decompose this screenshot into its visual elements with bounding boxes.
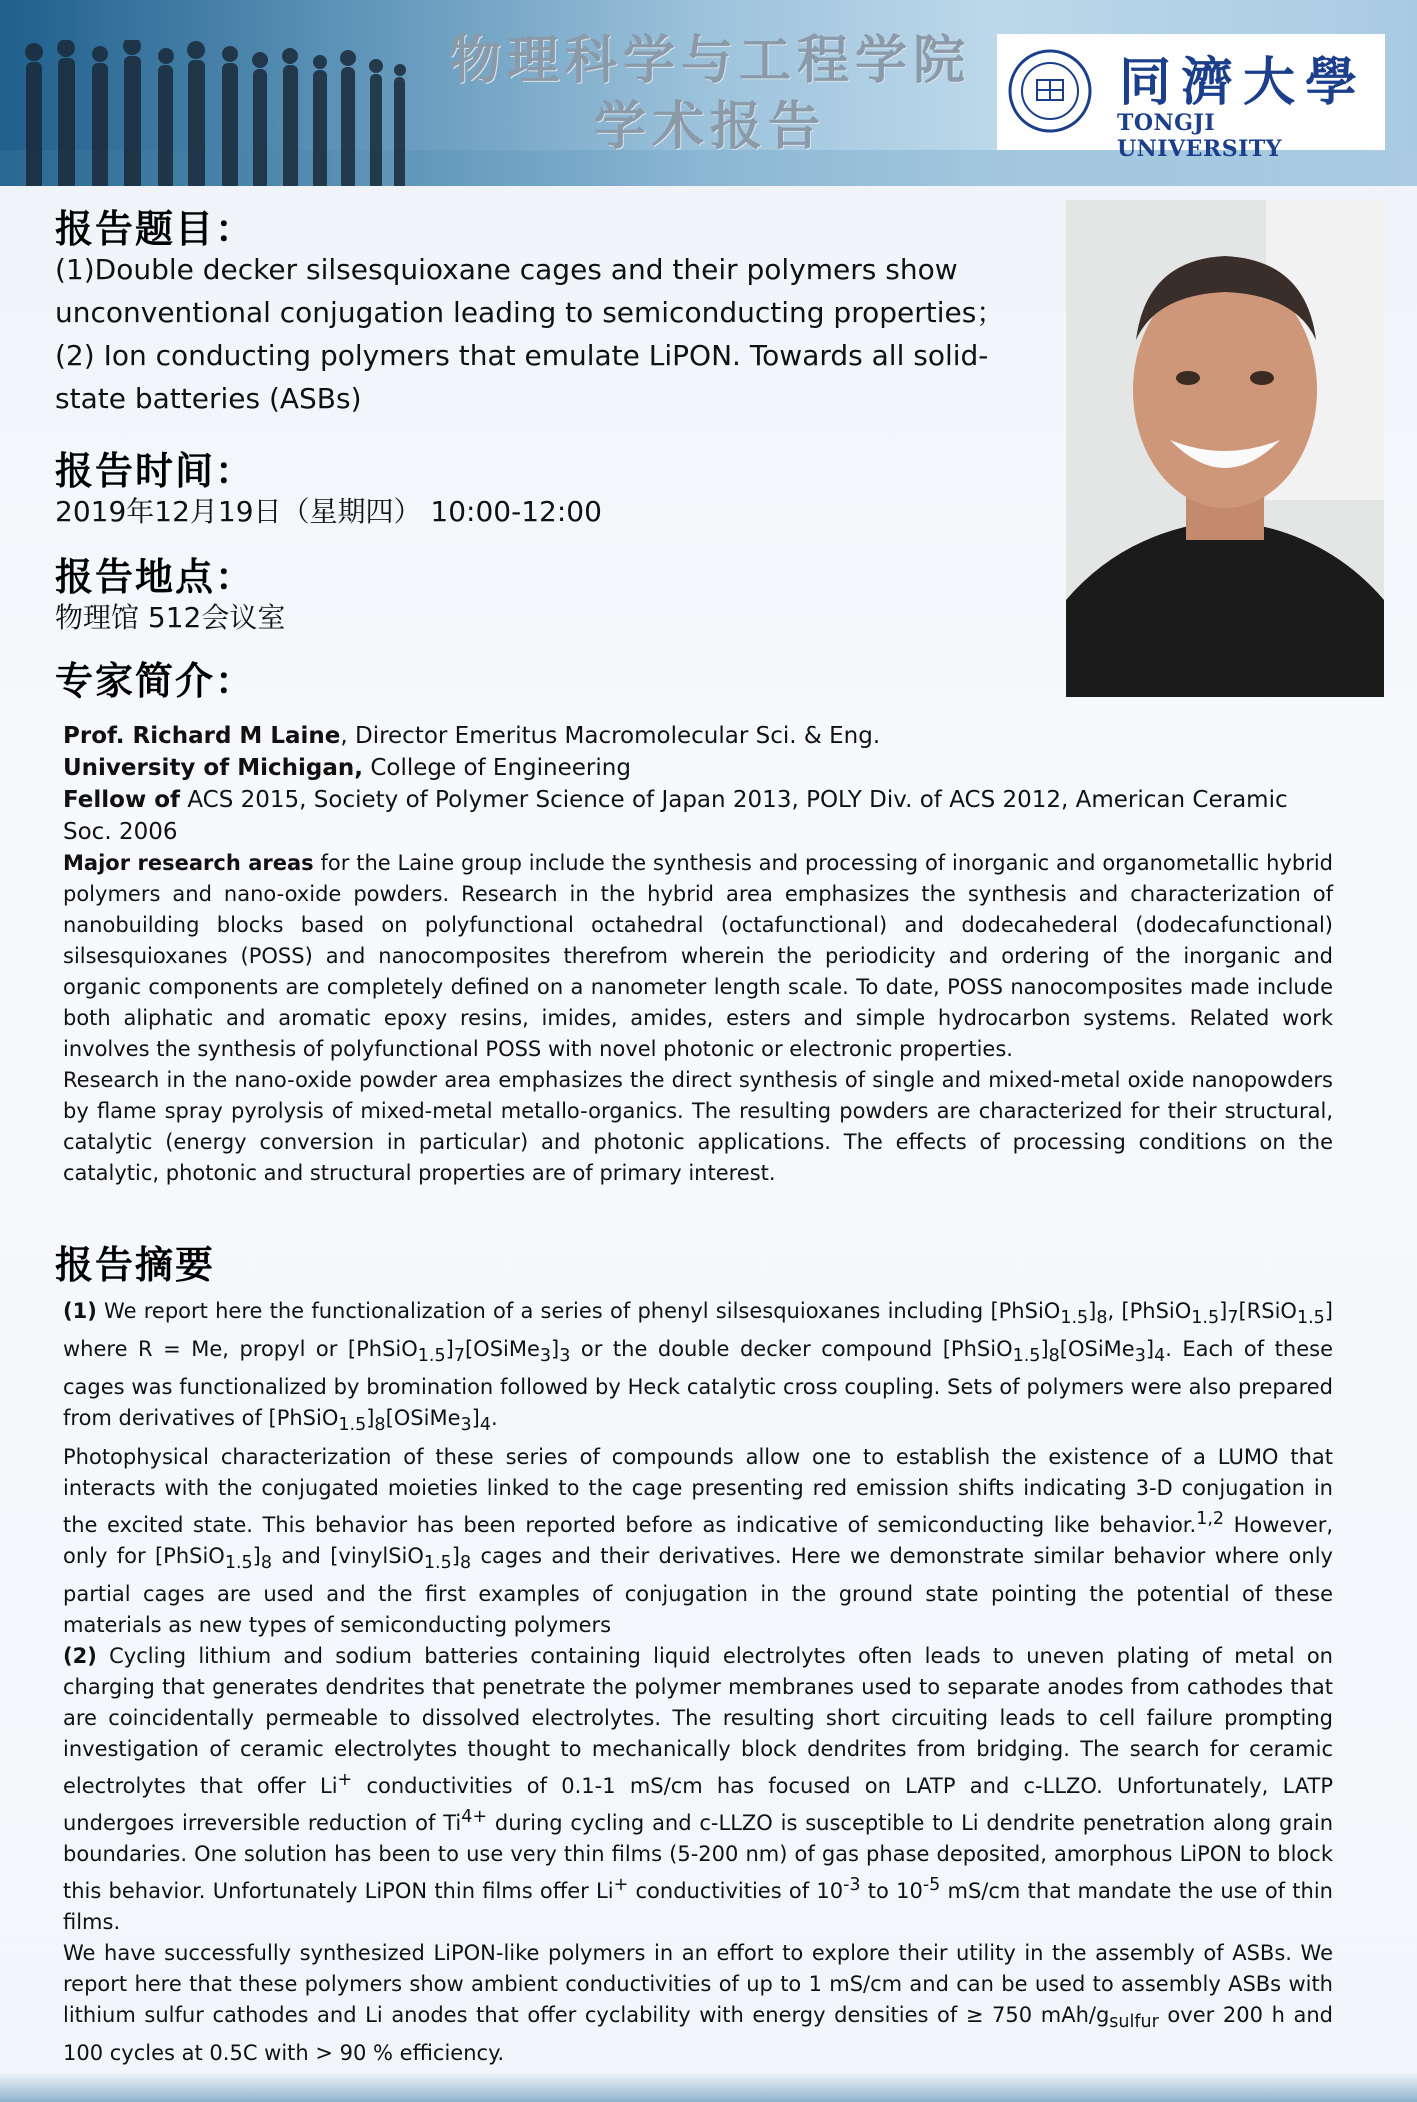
abstract-text: mS/cm that mandate the use of thin films. bbox=[63, 1878, 1333, 1934]
nano-oxide-text: Research in the nano-oxide powder area emphasizes the direct synthesis of single and mixed-metal oxide nanopowders by flame spray pyrolysis of mixed-metal metallo-organics. The resulting powders are characterized for their structural, catalytic (energy conversion in particular) and photonic applications. The effects of processing conditions on the catalytic, photonic and structural properties are of primary interest. bbox=[63, 1068, 1333, 1185]
title-line-1: 物理科学与工程学院 bbox=[448, 31, 971, 91]
speaker-photo bbox=[1066, 200, 1384, 697]
subscript: 1.5 bbox=[1012, 1346, 1041, 1367]
superscript: -3 bbox=[843, 1874, 861, 1895]
superscript: + bbox=[613, 1874, 629, 1895]
header-banner bbox=[0, 0, 1417, 186]
bio-heading: 专家简介： bbox=[55, 659, 256, 703]
speaker-name: Prof. Richard M Laine bbox=[63, 723, 341, 749]
part-2-label: (2) bbox=[63, 1643, 97, 1668]
abstract-body bbox=[63, 1296, 1333, 2069]
subscript: 1.5 bbox=[1296, 1308, 1325, 1329]
subscript: 8 bbox=[1096, 1308, 1108, 1329]
abstract-text: , [PhSiO bbox=[1107, 1299, 1192, 1323]
title-line-2: 学术报告 bbox=[593, 97, 826, 157]
subscript: 4 bbox=[1154, 1346, 1166, 1367]
abstract-text: [OSiMe bbox=[385, 1406, 461, 1431]
place-heading: 报告地点： bbox=[55, 555, 256, 599]
abstract-text: [RSiO bbox=[1238, 1299, 1297, 1323]
subscript: 7 bbox=[453, 1346, 465, 1367]
superscript: + bbox=[337, 1769, 353, 1790]
speaker-university: University of Michigan, bbox=[63, 755, 364, 781]
abstract-heading: 报告摘要 bbox=[55, 1243, 216, 1287]
abstract-text: However, only for [PhSiO bbox=[63, 1512, 1333, 1568]
footer-band bbox=[0, 2072, 1417, 2102]
logo-english-name: TONGJI UNIVERSITY bbox=[1117, 110, 1282, 162]
people-silhouettes-graphic bbox=[20, 40, 410, 186]
subscript: 4 bbox=[479, 1415, 491, 1436]
subscript: 1.5 bbox=[1060, 1308, 1089, 1329]
topic-line-4: state batteries (ASBs) bbox=[55, 382, 362, 415]
superscript: 4+ bbox=[461, 1806, 488, 1827]
abstract-text: conductivities of 10 bbox=[628, 1878, 844, 1903]
logo-chinese-name: 同濟大學 bbox=[1119, 52, 1368, 113]
subscript: 1.5 bbox=[423, 1552, 452, 1573]
topic-line-3: (2) Ion conducting polymers that emulate LiPON. Towards all solid- bbox=[55, 339, 989, 372]
abstract-text: cages and their derivatives. Here we demonstrate similar behavior where only partial cages are used and the first examples of conjugation in the ground state pointing the potential of these materials as new types of semiconducting polymers bbox=[63, 1543, 1333, 1637]
bio-body bbox=[63, 720, 1333, 1189]
abstract-text: . Each of these cages was functionalized by bromination followed by Heck catalytic cross coupling. Sets of polymers were also prepared from derivatives of [PhSiO bbox=[63, 1337, 1333, 1431]
subscript: 1.5 bbox=[224, 1552, 253, 1573]
time-heading: 报告时间： bbox=[55, 449, 256, 493]
tongji-logo bbox=[997, 34, 1385, 162]
abstract-paragraph-3 bbox=[63, 1641, 1333, 1938]
research-areas-label: Major research areas bbox=[63, 851, 314, 875]
subscript: 3 bbox=[559, 1346, 571, 1367]
subscript: 3 bbox=[539, 1346, 552, 1367]
abstract-text: where R = Me, propyl or [PhSiO bbox=[63, 1337, 418, 1362]
abstract-text: conductivities of 0.1-1 mS/cm has focused on LATP and c-LLZO. Unfortunately, LATP undergoes irreversible reduction of Ti bbox=[63, 1773, 1333, 1835]
abstract-text: during cycling and c-LLZO is susceptible to Li dendrite penetration along grain boundaries. One solution has been to use very thin films (5-200 nm) of gas phase deposited, amorphous LiPON to block this behavior. Unfortunately LiPON thin films offer Li bbox=[63, 1810, 1334, 1903]
time-value: 2019年12月19日（星期四） 10:00-12:00 bbox=[55, 495, 602, 528]
university-seal-icon bbox=[1007, 48, 1093, 134]
abstract-text: We report here the functionalization of a series of phenyl silsesquioxanes including [PhSiO bbox=[96, 1299, 1061, 1323]
subscript: 8 bbox=[260, 1552, 273, 1573]
part-1-label: (1) bbox=[63, 1299, 97, 1323]
subscript: 1.5 bbox=[1191, 1308, 1220, 1329]
abstract-text: Photophysical characterization of these series of compounds allow one to establish the existence of a LUMO that interacts with the conjugated moieties linked to the cage presenting red emission shifts indicating 3-D conjugation in the excited state. This behavior has been reported before as indicative of semiconducting like behavior. bbox=[63, 1444, 1333, 1537]
abstract-text: We have successfully synthesized LiPON-like polymers in an effort to explore their utility in the assembly of ASBs. We report here that these polymers show ambient conductivities of up to 1 mS/cm and can be used to assembly ASBs with lithium sulfur cathodes and Li anodes that offer cyclability with energy densities of ≥ 750 mAh/g bbox=[63, 1940, 1333, 2027]
abstract-text: [OSiMe bbox=[1059, 1337, 1135, 1362]
subscript: 1.5 bbox=[417, 1346, 446, 1367]
abstract-text: [OSiMe bbox=[464, 1337, 540, 1362]
abstract-text: and [vinylSiO bbox=[272, 1543, 424, 1568]
abstract-paragraph-1: (1) We report here the functionalization of a series of phenyl silsesquioxanes including $[PhSiO_{1.5}]_8$, $[PhSiO_{1.5}]_7[RSiO_{1.5}]$ where R = Me, propyl or $[PhSiO_{1.5}]_7[OSiMe_3]_3$ or the double decker compound $[PhSiO_{1.5}]_8[OSiMe_3]_4$. Each of these cages was functionalized by bromination followed by Heck catalytic cross coupling. Sets of polymers were also prepared from derivatives of $[PhSiO_{1.5}]_8[OSiMe_3]_4$. bbox=[63, 1299, 1333, 1436]
subscript: 3 bbox=[1134, 1346, 1146, 1367]
subscript: 8 bbox=[374, 1415, 386, 1436]
abstract-text: to 10 bbox=[860, 1878, 923, 1903]
abstract-text: or the double decker compound [PhSiO bbox=[570, 1337, 1013, 1362]
superscript: 1,2 bbox=[1196, 1508, 1225, 1529]
topic-heading: 报告题目： bbox=[55, 207, 256, 251]
fellow-label: Fellow of bbox=[63, 787, 181, 813]
subscript: 3 bbox=[460, 1415, 472, 1436]
abstract-text: . bbox=[490, 1406, 498, 1431]
subscript: 7 bbox=[1227, 1308, 1239, 1329]
speaker-title: , Director Emeritus Macromolecular Sci. & Eng. bbox=[340, 723, 881, 749]
abstract-paragraph-2: Photophysical characterization of these series of compounds allow one to establish the existence of a LUMO that interacts with the conjugated moieties linked to the cage presenting red emission shifts indicating 3-D conjugation in the excited state. This behavior has been reported before as indicative of semiconducting like behavior.$^{1,2}$ However, only for $[PhSiO_{1.5}]_8$ and $[vinylSiO_{1.5}]_8$ cages and their derivatives. Here we demonstrate similar behavior where only partial cages are used and the first examples of conjugation in the ground state pointing the potential of these materials as new types of semiconducting polymers bbox=[63, 1444, 1333, 1637]
subscript: sulfur bbox=[1109, 2011, 1159, 2032]
subscript: 1.5 bbox=[338, 1415, 367, 1436]
research-areas-text: for the Laine group include the synthesis and processing of inorganic and organometallic hybrid polymers and nano-oxide powders. Research in the hybrid area emphasizes the synthesis and characterization of nanobuilding blocks based on polyfunctional octahedral (octafunctional) and dodecahederal (dodecafunctional) silsesquioxanes (POSS) and nanocomposites therefrom wherein the periodicity and ordering of the inorganic and organic components are completely defined on a nanometer length scale. To date, POSS nanocomposites made include both aliphatic and aromatic epoxy resins, imides, amides, esters and simple hydrocarbon systems. Related work involves the synthesis of polyfunctional POSS with novel photonic or electronic properties. bbox=[63, 851, 1333, 1061]
abstract-text: over 200 h and 100 cycles at 0.5C with > 90 % efficiency. bbox=[63, 2002, 1333, 2065]
abstract-paragraph-4 bbox=[63, 1938, 1333, 2069]
speaker-college: College of Engineering bbox=[363, 755, 631, 781]
subscript: 8 bbox=[459, 1552, 472, 1573]
institute-title bbox=[430, 28, 990, 160]
superscript: -5 bbox=[922, 1874, 941, 1895]
topic-line-1: (1)Double decker silsesquioxane cages and their polymers show bbox=[55, 253, 958, 286]
place-value: 物理馆 512会议室 bbox=[55, 601, 286, 634]
topic-line-2: unconventional conjugation leading to semiconducting properties； bbox=[55, 296, 1005, 329]
abstract-text: Cycling lithium and sodium batteries containing liquid electrolytes often leads to uneven plating of metal on charging that generates dendrites that penetrate the polymer membranes used to separate anodes from cathodes that are coincidentally permeable to dissolved electrolytes. The resulting short circuiting leads to cell failure prompting investigation of ceramic electrolytes thought to mechanically block dendrites from bridging. The search for ceramic electrolytes that offer Li bbox=[63, 1643, 1333, 1798]
fellow-list: ACS 2015, Society of Polymer Science of Japan 2013, POLY Div. of ACS 2012, American Ceramic Soc. 2006 bbox=[63, 787, 1288, 845]
subscript: 8 bbox=[1048, 1346, 1060, 1367]
